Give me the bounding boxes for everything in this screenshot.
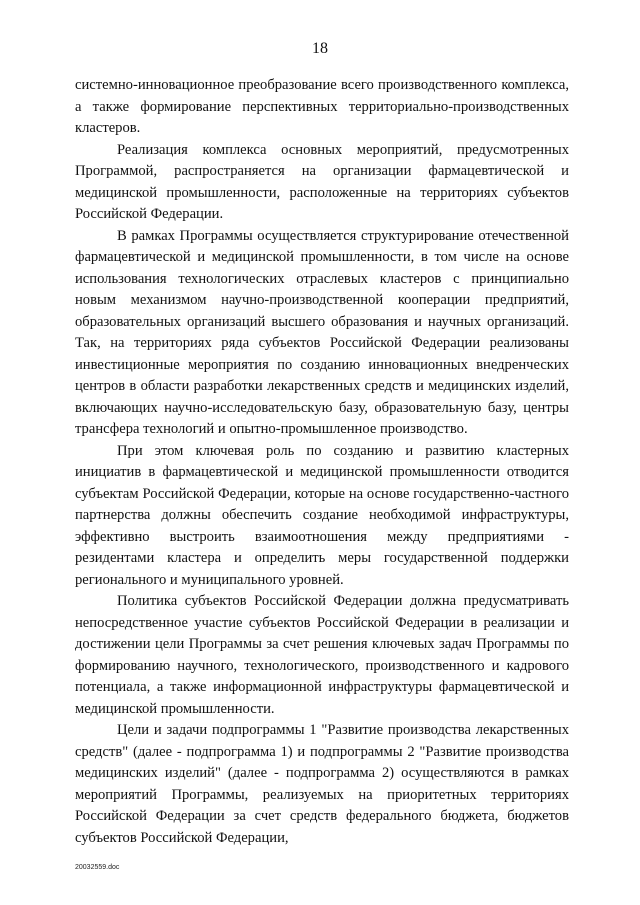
paragraph-regional-policy: Политика субъектов Российской Федерации должна предусматривать непосредственное участие субъектов Российской Федерации в реализации и достижении цели Программы за счет решения ключевых задач Программы по формированию научного, технологического, производственного и кадрового потенциала, а также информационной инфраструктуры фармацевтической и медицинской промышленности. — [75, 593, 569, 717]
footer-filename: 20032559.doc — [75, 864, 120, 871]
paragraph-key-role: При этом ключевая роль по созданию и развитию кластерных инициатив в фармацевтической и медицинской промышленности отводится субъектам Российской Федерации, которые на основе государственно-частного партнерства должны обеспечить создание необходимой инфраструктуры, эффективно выстроить взаимоотношения между предприятиями - резидентами кластера и определить меры государственной поддержки регионального и муниципального уровней. — [75, 442, 569, 588]
paragraph-subprogram-goals: Цели и задачи подпрограммы 1 "Развитие производства лекарственных средств" (далее - подпрограмма 1) и подпрограммы 2 "Развитие производства медицинских изделий" (далее - подпрограмма 2) осуществляются в рамках мероприятий Программы, реализуемых на приоритетных территориях Российской Федерации за счет средств федерального бюджета, бюджетов субъектов Российской Федерации, — [75, 722, 569, 846]
paragraph-continuation: системно-инновационное преобразование всего производственного комплекса, а также формирование перспективных территориально-производственных кластеров. — [75, 77, 569, 136]
paragraph-clusters: В рамках Программы осуществляется структурирование отечественной фармацевтической и медицинской промышленности, в том числе на основе использования технологических отраслевых кластеров с принципиально новым механизмом научно-производственной кооперации предприятий, образовательных организаций высшего образования и научных организаций. Так, на территориях ряда субъектов Российской Федерации реализованы инвестиционные мероприятия по созданию инновационных внедренческих центров в области разработки лекарственных средств и медицинских изделий, включающих научно-исследовательскую базу, образовательную базу, центры трансфера технологий и опытно-промышленное производство. — [75, 227, 569, 437]
body-text — [75, 75, 569, 849]
page-number: 18 — [312, 40, 328, 57]
paragraph-program-scope: Реализация комплекса основных мероприятий, предусмотренных Программой, распространяется на организации фармацевтической и медицинской промышленности, расположенные на территориях субъектов Российской Федерации. — [75, 141, 569, 222]
